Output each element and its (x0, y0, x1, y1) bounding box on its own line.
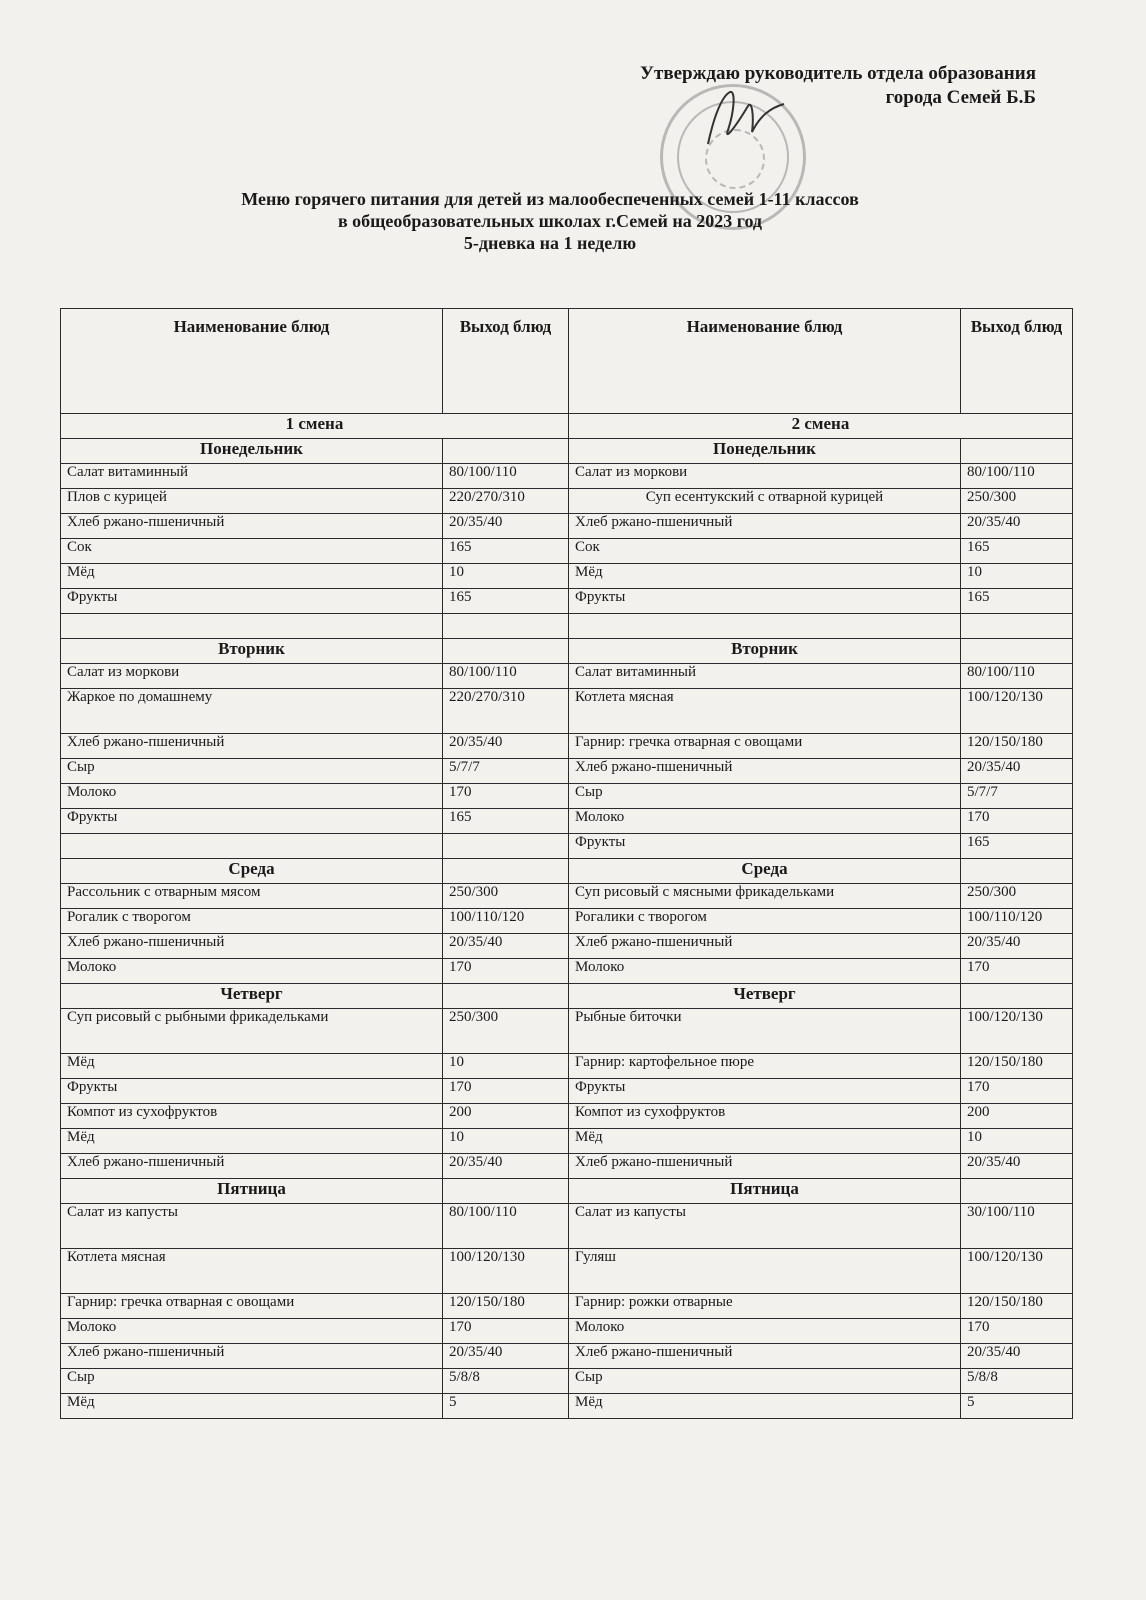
yield-cell-shift-1: 250/300 (443, 1009, 569, 1054)
table-row (61, 1079, 1073, 1104)
yield-cell-shift-1: 220/270/310 (443, 489, 569, 514)
dish-cell-shift-1: Хлеб ржано-пшеничный (61, 934, 443, 959)
dish-cell-shift-2: Суп есентукский с отварной курицей (569, 489, 961, 514)
dish-cell-shift-1: Сыр (61, 759, 443, 784)
day-label-shift-1: Четверг (61, 984, 443, 1009)
col-header-dish-2: Наименование блюд (569, 309, 961, 414)
dish-cell-shift-2: Рыбные биточки (569, 1009, 961, 1054)
dish-cell-shift-2: Фрукты (569, 834, 961, 859)
empty-cell (961, 1179, 1073, 1204)
dish-cell-shift-2: Молоко (569, 809, 961, 834)
yield-cell-shift-1: 20/35/40 (443, 1154, 569, 1179)
yield-cell-shift-1: 165 (443, 539, 569, 564)
dish-cell-shift-1: Молоко (61, 959, 443, 984)
empty-cell (443, 859, 569, 884)
yield-cell-shift-1: 20/35/40 (443, 514, 569, 539)
col-header-dish-1: Наименование блюд (61, 309, 443, 414)
yield-cell-shift-2: 20/35/40 (961, 514, 1073, 539)
dish-cell-shift-2: Хлеб ржано-пшеничный (569, 934, 961, 959)
yield-cell-shift-2: 80/100/110 (961, 664, 1073, 689)
day-label-shift-2: Среда (569, 859, 961, 884)
day-label-shift-1: Понедельник (61, 439, 443, 464)
table-row (61, 759, 1073, 784)
dish-cell-shift-2: Хлеб ржано-пшеничный (569, 1344, 961, 1369)
dish-cell-shift-1: Компот из сухофруктов (61, 1104, 443, 1129)
yield-cell-shift-1: 10 (443, 1129, 569, 1154)
table-row (61, 464, 1073, 489)
empty-cell (961, 439, 1073, 464)
table-row (61, 1294, 1073, 1319)
table-row (61, 489, 1073, 514)
dish-cell-shift-1: Салат из капусты (61, 1204, 443, 1249)
dish-cell-shift-2: Фрукты (569, 589, 961, 614)
dish-cell-shift-2: Гуляш (569, 1249, 961, 1294)
yield-cell-shift-2: 170 (961, 959, 1073, 984)
day-label-shift-2: Пятница (569, 1179, 961, 1204)
table-row (61, 934, 1073, 959)
yield-cell-shift-1: 100/120/130 (443, 1249, 569, 1294)
yield-cell-shift-1: 120/150/180 (443, 1294, 569, 1319)
approval-line-1: Утверждаю руководитель отдела образования (640, 63, 1036, 84)
dish-cell-shift-1: Мёд (61, 1129, 443, 1154)
dish-cell-shift-2: Рогалики с творогом (569, 909, 961, 934)
document-title (140, 188, 960, 254)
day-label-shift-2: Вторник (569, 639, 961, 664)
title-line-2: в общеобразовательных школах г.Семей на 2023 год (337, 211, 763, 231)
empty-cell (443, 984, 569, 1009)
yield-cell-shift-1: 165 (443, 809, 569, 834)
table-row (61, 664, 1073, 689)
dish-cell-shift-2: Сок (569, 539, 961, 564)
dish-cell-shift-2: Мёд (569, 1129, 961, 1154)
empty-cell (443, 639, 569, 664)
table-row (61, 539, 1073, 564)
yield-cell-shift-2: 100/120/130 (961, 1009, 1073, 1054)
menu-table (60, 308, 1073, 1419)
empty-cell (443, 1179, 569, 1204)
table-row (61, 809, 1073, 834)
dish-cell-shift-1: Плов с курицей (61, 489, 443, 514)
yield-cell-shift-1: 5/8/8 (443, 1369, 569, 1394)
dish-cell-shift-2: Хлеб ржано-пшеничный (569, 1154, 961, 1179)
dish-cell-shift-2: Сыр (569, 1369, 961, 1394)
yield-cell-shift-1: 10 (443, 1054, 569, 1079)
yield-cell-shift-2: 5 (961, 1394, 1073, 1419)
table-row (61, 1369, 1073, 1394)
day-header-row (61, 984, 1073, 1009)
empty-cell (961, 639, 1073, 664)
shift-1-label: 1 смена (61, 414, 569, 439)
yield-cell-shift-2: 165 (961, 834, 1073, 859)
dish-cell-shift-1: Фрукты (61, 809, 443, 834)
table-row (61, 1009, 1073, 1054)
yield-cell-shift-2: 200 (961, 1104, 1073, 1129)
yield-cell-shift-1: 20/35/40 (443, 1344, 569, 1369)
yield-cell-shift-2 (961, 614, 1073, 639)
dish-cell-shift-2: Молоко (569, 1319, 961, 1344)
table-row (61, 784, 1073, 809)
yield-cell-shift-2: 170 (961, 1319, 1073, 1344)
dish-cell-shift-1: Сыр (61, 1369, 443, 1394)
dish-cell-shift-1: Салат витаминный (61, 464, 443, 489)
dish-cell-shift-2: Сыр (569, 784, 961, 809)
day-header-row (61, 1179, 1073, 1204)
yield-cell-shift-2: 120/150/180 (961, 1294, 1073, 1319)
yield-cell-shift-2: 165 (961, 589, 1073, 614)
approval-line-2: города Семей Б.Б (885, 87, 1036, 108)
dish-cell-shift-2: Салат витаминный (569, 664, 961, 689)
table-row (61, 834, 1073, 859)
yield-cell-shift-1: 5 (443, 1394, 569, 1419)
day-label-shift-2: Четверг (569, 984, 961, 1009)
dish-cell-shift-1: Гарнир: гречка отварная с овощами (61, 1294, 443, 1319)
yield-cell-shift-1: 250/300 (443, 884, 569, 909)
dish-cell-shift-1: Хлеб ржано-пшеничный (61, 514, 443, 539)
dish-cell-shift-2: Молоко (569, 959, 961, 984)
empty-cell (961, 984, 1073, 1009)
table-row (61, 884, 1073, 909)
table-row (61, 909, 1073, 934)
day-header-row (61, 639, 1073, 664)
table-row (61, 1054, 1073, 1079)
yield-cell-shift-2: 20/35/40 (961, 1344, 1073, 1369)
dish-cell-shift-1: Суп рисовый с рыбными фрикадельками (61, 1009, 443, 1054)
table-row (61, 689, 1073, 734)
yield-cell-shift-1: 220/270/310 (443, 689, 569, 734)
yield-cell-shift-2: 250/300 (961, 489, 1073, 514)
yield-cell-shift-2: 165 (961, 539, 1073, 564)
dish-cell-shift-2: Мёд (569, 1394, 961, 1419)
yield-cell-shift-2: 100/110/120 (961, 909, 1073, 934)
shift-2-label: 2 смена (569, 414, 1073, 439)
yield-cell-shift-1: 170 (443, 959, 569, 984)
dish-cell-shift-1: Мёд (61, 1054, 443, 1079)
day-label-shift-2: Понедельник (569, 439, 961, 464)
dish-cell-shift-1: Хлеб ржано-пшеничный (61, 1154, 443, 1179)
dish-cell-shift-2: Салат из моркови (569, 464, 961, 489)
dish-cell-shift-1: Хлеб ржано-пшеничный (61, 734, 443, 759)
table-row (61, 1204, 1073, 1249)
yield-cell-shift-2: 120/150/180 (961, 1054, 1073, 1079)
table-row (61, 589, 1073, 614)
dish-cell-shift-2: Котлета мясная (569, 689, 961, 734)
yield-cell-shift-1: 80/100/110 (443, 1204, 569, 1249)
table-row (61, 959, 1073, 984)
yield-cell-shift-1: 170 (443, 1079, 569, 1104)
dish-cell-shift-1: Молоко (61, 784, 443, 809)
yield-cell-shift-2: 80/100/110 (961, 464, 1073, 489)
table-row (61, 1154, 1073, 1179)
col-header-yield-1: Выход блюд (443, 309, 569, 414)
dish-cell-shift-2: Гарнир: картофельное пюре (569, 1054, 961, 1079)
dish-cell-shift-1: Котлета мясная (61, 1249, 443, 1294)
yield-cell-shift-1: 170 (443, 784, 569, 809)
dish-cell-shift-1: Салат из моркови (61, 664, 443, 689)
dish-cell-shift-2: Суп рисовый с мясными фрикадельками (569, 884, 961, 909)
table-row (61, 1104, 1073, 1129)
table-row (61, 614, 1073, 639)
day-header-row (61, 859, 1073, 884)
yield-cell-shift-2: 100/120/130 (961, 1249, 1073, 1294)
yield-cell-shift-1 (443, 614, 569, 639)
dish-cell-shift-2: Мёд (569, 564, 961, 589)
dish-cell-shift-1: Сок (61, 539, 443, 564)
yield-cell-shift-1: 200 (443, 1104, 569, 1129)
dish-cell-shift-2: Фрукты (569, 1079, 961, 1104)
dish-cell-shift-2: Салат из капусты (569, 1204, 961, 1249)
day-label-shift-1: Вторник (61, 639, 443, 664)
yield-cell-shift-1: 170 (443, 1319, 569, 1344)
dish-cell-shift-1: Фрукты (61, 589, 443, 614)
dish-cell-shift-2: Хлеб ржано-пшеничный (569, 514, 961, 539)
dish-cell-shift-1: Молоко (61, 1319, 443, 1344)
dish-cell-shift-1 (61, 614, 443, 639)
day-label-shift-1: Пятница (61, 1179, 443, 1204)
approval-block (640, 62, 1036, 110)
table-row (61, 1394, 1073, 1419)
yield-cell-shift-2: 100/120/130 (961, 689, 1073, 734)
yield-cell-shift-2: 170 (961, 809, 1073, 834)
shift-row (61, 414, 1073, 439)
yield-cell-shift-1: 165 (443, 589, 569, 614)
yield-cell-shift-2: 250/300 (961, 884, 1073, 909)
dish-cell-shift-1: Фрукты (61, 1079, 443, 1104)
dish-cell-shift-1: Мёд (61, 1394, 443, 1419)
yield-cell-shift-2: 5/7/7 (961, 784, 1073, 809)
table-row (61, 1319, 1073, 1344)
table-row (61, 734, 1073, 759)
yield-cell-shift-1: 100/110/120 (443, 909, 569, 934)
yield-cell-shift-2: 20/35/40 (961, 1154, 1073, 1179)
dish-cell-shift-2: Гарнир: гречка отварная с овощами (569, 734, 961, 759)
table-row (61, 564, 1073, 589)
dish-cell-shift-2: Компот из сухофруктов (569, 1104, 961, 1129)
table-row (61, 1129, 1073, 1154)
dish-cell-shift-1: Жаркое по домашнему (61, 689, 443, 734)
yield-cell-shift-1: 5/7/7 (443, 759, 569, 784)
dish-cell-shift-1 (61, 834, 443, 859)
yield-cell-shift-2: 10 (961, 1129, 1073, 1154)
yield-cell-shift-1: 80/100/110 (443, 664, 569, 689)
yield-cell-shift-1: 10 (443, 564, 569, 589)
title-line-3: 5-дневка на 1 неделю (463, 233, 637, 253)
yield-cell-shift-2: 30/100/110 (961, 1204, 1073, 1249)
yield-cell-shift-2: 20/35/40 (961, 934, 1073, 959)
yield-cell-shift-2: 120/150/180 (961, 734, 1073, 759)
table-row (61, 514, 1073, 539)
empty-cell (961, 859, 1073, 884)
yield-cell-shift-2: 10 (961, 564, 1073, 589)
menu-body (61, 439, 1073, 1419)
dish-cell-shift-2: Хлеб ржано-пшеничный (569, 759, 961, 784)
yield-cell-shift-2: 170 (961, 1079, 1073, 1104)
day-label-shift-1: Среда (61, 859, 443, 884)
dish-cell-shift-2 (569, 614, 961, 639)
yield-cell-shift-2: 5/8/8 (961, 1369, 1073, 1394)
day-header-row (61, 439, 1073, 464)
table-row (61, 1344, 1073, 1369)
yield-cell-shift-1: 20/35/40 (443, 734, 569, 759)
dish-cell-shift-1: Мёд (61, 564, 443, 589)
col-header-yield-2: Выход блюд (961, 309, 1073, 414)
header-row (61, 309, 1073, 414)
title-line-1: Меню горячего питания для детей из малообеспеченных семей 1-11 классов (241, 189, 859, 209)
dish-cell-shift-1: Рогалик с творогом (61, 909, 443, 934)
yield-cell-shift-1: 80/100/110 (443, 464, 569, 489)
dish-cell-shift-1: Рассольник с отварным мясом (61, 884, 443, 909)
yield-cell-shift-2: 20/35/40 (961, 759, 1073, 784)
empty-cell (443, 439, 569, 464)
table-row (61, 1249, 1073, 1294)
yield-cell-shift-1 (443, 834, 569, 859)
dish-cell-shift-1: Хлеб ржано-пшеничный (61, 1344, 443, 1369)
yield-cell-shift-1: 20/35/40 (443, 934, 569, 959)
dish-cell-shift-2: Гарнир: рожки отварные (569, 1294, 961, 1319)
